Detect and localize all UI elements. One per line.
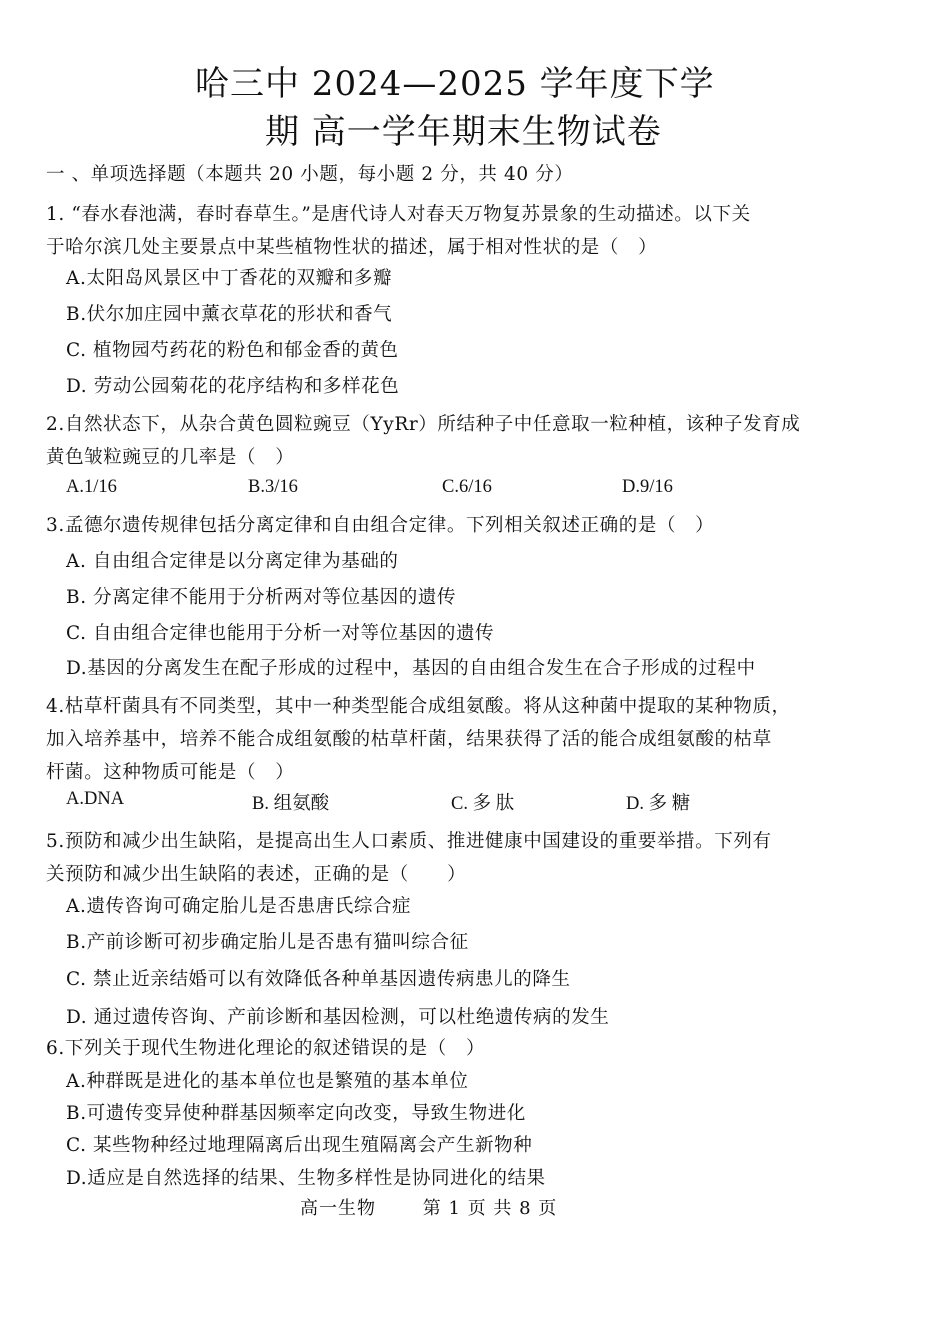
q2-option-c: C.6/16 xyxy=(442,477,492,497)
q4-stem-line-2: 加入培养基中，培养不能合成组氨酸的枯草杆菌，结果获得了活的能合成组氨酸的枯草 xyxy=(46,729,772,750)
q5-option-b: B.产前诊断可初步确定胎儿是否患有猫叫综合征 xyxy=(66,932,469,953)
q6-stem-line-1: 6.下列关于现代生物进化理论的叙述错误的是（ ） xyxy=(46,1038,486,1059)
q5-option-a: A.遗传咨询可确定胎儿是否患唐氏综合症 xyxy=(66,896,412,917)
q1-stem-line-1: 1. “春水春池满，春时春草生。”是唐代诗人对春天万物复苏景象的生动描述。以下关 xyxy=(46,204,751,225)
section-heading: 一 、单项选择题（本题共 20 小题，每小题 2 分，共 40 分） xyxy=(46,164,574,185)
q3-option-c: C. 自由组合定律也能用于分析一对等位基因的遗传 xyxy=(66,623,495,644)
q3-stem-line-1: 3.孟德尔遗传规律包括分离定律和自由组合定律。下列相关叙述正确的是（ ） xyxy=(46,515,715,536)
footer-page-info: 第 1 页 共 8 页 xyxy=(422,1198,558,1219)
q4-stem-line-3: 杆菌。这种物质可能是（ ） xyxy=(46,762,295,783)
q5-stem-line-2: 关预防和减少出生缺陷的表述，正确的是（ ） xyxy=(46,864,467,885)
q6-option-c: C. 某些物种经过地理隔离后出现生殖隔离会产生新物种 xyxy=(66,1135,533,1156)
q2-stem-line-2: 黄色皱粒豌豆的几率是（ ） xyxy=(46,447,295,468)
q1-stem-line-2: 于哈尔滨几处主要景点中某些植物性状的描述，属于相对性状的是（ ） xyxy=(46,237,658,258)
q4-option-c: C. 多 肽 xyxy=(451,794,515,814)
q2-option-b: B.3/16 xyxy=(248,477,298,497)
exam-title-line-1: 哈三中 2024—2025 学年度下学 xyxy=(195,64,715,104)
q3-option-a: A. 自由组合定律是以分离定律为基础的 xyxy=(66,551,399,572)
q5-option-d: D. 通过遗传咨询、产前诊断和基因检测，可以杜绝遗传病的发生 xyxy=(66,1007,610,1028)
exam-title-line-2: 期 高一学年期末生物试卷 xyxy=(265,112,662,152)
q1-option-b: B.伏尔加庄园中薰衣草花的形状和香气 xyxy=(66,304,393,325)
q3-option-b: B. 分离定律不能用于分析两对等位基因的遗传 xyxy=(66,587,457,608)
footer-subject: 高一生物 xyxy=(300,1198,376,1219)
q1-option-c: C. 植物园芍药花的粉色和郁金香的黄色 xyxy=(66,340,399,361)
q2-option-a: A.1/16 xyxy=(66,477,117,497)
q4-option-d: D. 多 糖 xyxy=(626,794,691,814)
q1-option-d: D. 劳动公园菊花的花序结构和多样花色 xyxy=(66,376,400,397)
q5-stem-line-1: 5.预防和减少出生缺陷，是提高出生人口素质、推进健康中国建设的重要举措。下列有 xyxy=(46,831,772,852)
q4-stem-line-1: 4.枯草杆菌具有不同类型，其中一种类型能合成组氨酸。将从这种菌中提取的某种物质， xyxy=(46,696,791,717)
q1-option-a: A.太阳岛风景区中丁香花的双瓣和多瓣 xyxy=(66,268,393,289)
q5-option-c: C. 禁止近亲结婚可以有效降低各种单基因遗传病患儿的降生 xyxy=(66,969,571,990)
page-footer xyxy=(300,1194,557,1220)
q2-stem-line-1: 2.自然状态下，从杂合黄色圆粒豌豆（YyRr）所结种子中任意取一粒种植，该种子发育成 xyxy=(46,414,801,435)
q4-option-b: B. 组氨酸 xyxy=(252,794,330,814)
q6-option-b: B.可遗传变异使种群基因频率定向改变，导致生物进化 xyxy=(66,1103,526,1124)
q6-option-d: D.适应是自然选择的结果、生物多样性是协同进化的结果 xyxy=(66,1168,546,1189)
q3-option-d: D.基因的分离发生在配子形成的过程中，基因的自由组合发生在合子形成的过程中 xyxy=(66,658,756,679)
q6-option-a: A.种群既是进化的基本单位也是繁殖的基本单位 xyxy=(66,1071,469,1092)
q2-option-d: D.9/16 xyxy=(622,477,673,497)
q4-option-a: A.DNA xyxy=(66,789,125,809)
